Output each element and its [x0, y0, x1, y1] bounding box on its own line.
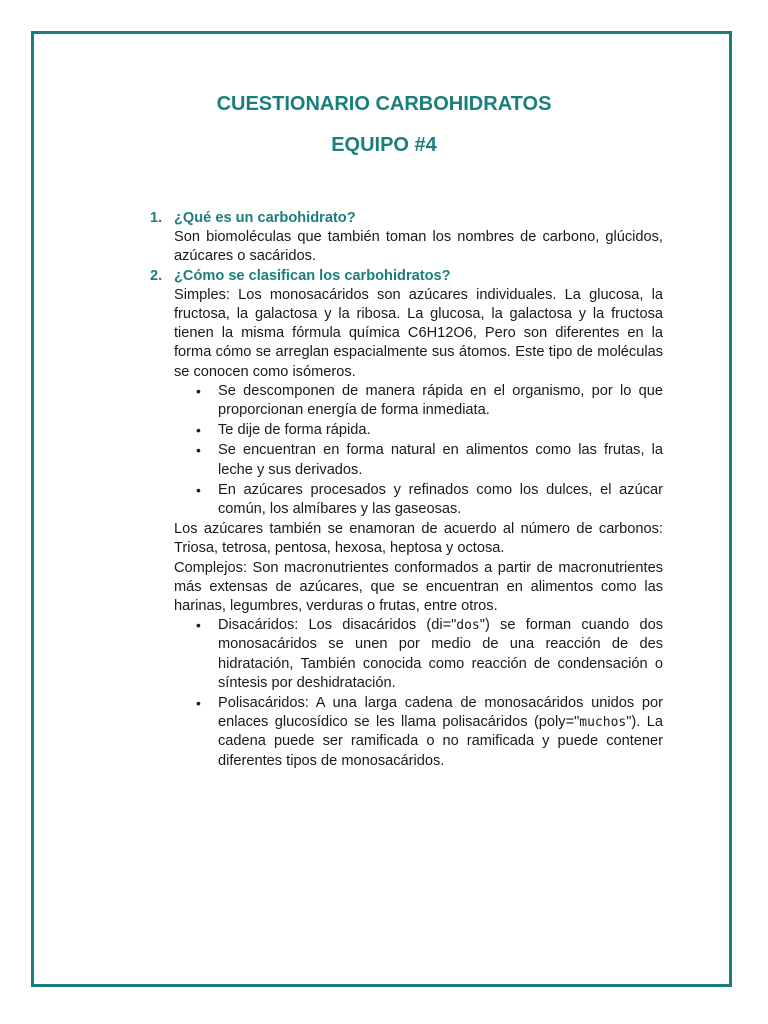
list-item	[194, 616, 663, 693]
list-item-text: En azúcares procesados y refinados como los dulces, el azúcar común, los almíbares y las gaseosas.	[218, 481, 663, 518]
list-item	[194, 481, 663, 519]
question-1	[150, 209, 663, 228]
simples-bullet-list	[194, 382, 663, 519]
bullet-icon: •	[196, 442, 201, 459]
disacaridos-term: dos	[456, 618, 480, 634]
polisacaridos-text-end: "). La cadena puede ser ramificada o no ramificada y puede contener diferentes tipos de monosacáridos.	[218, 714, 663, 769]
carbonos-paragraph: Los azúcares también se enamoran de acuerdo al número de carbonos: Triosa, tetrosa, pentosa, hexosa, heptosa y octosa.	[174, 521, 663, 557]
complejos-paragraph: Complejos: Son macronutrientes conformados a partir de macronutrientes más extensas de azúcares, que se encuentran en alimentos como las harinas, legumbres, verduras o frutas, entre otros.	[174, 559, 663, 615]
disacaridos-text-start: Disacáridos: Los disacáridos (di="	[218, 617, 457, 634]
bullet-icon: •	[196, 481, 201, 498]
list-item	[194, 421, 663, 440]
bullet-icon: •	[196, 695, 201, 712]
document-subtitle: EQUIPO #4	[331, 134, 437, 156]
question-number: 1.	[150, 210, 163, 226]
list-item	[194, 441, 663, 479]
list-item-text: Se encuentran en forma natural en alimentos como las frutas, la leche y sus derivados.	[218, 442, 663, 478]
answer-1: Son biomoléculas que también toman los nombres de carbono, glúcidos, azúcares o sacáridos.	[174, 229, 663, 265]
complejos-bullet-list	[194, 616, 663, 771]
disacaridos-text-end: ") se forman cuando dos monosacáridos se unen por medio de una reacción de des hidratación, También conocida como reacción de condensación o síntesis por deshidratación.	[218, 617, 663, 691]
question-text: ¿Qué es un carbohidrato?	[174, 210, 356, 226]
question-text: ¿Cómo se clasifican los carbohidratos?	[174, 267, 451, 284]
list-item	[194, 694, 663, 771]
list-item	[194, 382, 663, 420]
list-item-text	[218, 695, 663, 769]
list-item-text: Te dije de forma rápida.	[218, 422, 371, 439]
polisacaridos-text-start: Polisacáridos: A una larga cadena de monosacáridos unidos por enlaces glucosídico se les llama polisacáridos (poly="	[218, 695, 663, 731]
bullet-icon: •	[196, 422, 201, 439]
document-body	[150, 209, 663, 772]
list-item-text: Se descomponen de manera rápida en el organismo, por lo que proporcionan energía de forma inmediata.	[218, 382, 663, 419]
question-number: 2.	[150, 267, 163, 284]
bullet-icon: •	[196, 382, 201, 399]
bullet-icon: •	[196, 617, 201, 634]
list-item-text	[218, 617, 663, 691]
polisacaridos-term: muchos	[579, 715, 627, 731]
simples-paragraph: Simples: Los monosacáridos son azúcares individuales. La glucosa, la fructosa, la galactosa y la ribosa. La glucosa, la galactosa y la fructosa tienen la misma fórmula química C6H12O6, Pero son diferentes en la forma cómo se arreglan espacialmente sus átomos. Este tipo de moléculas se conocen como isómeros.	[174, 286, 663, 380]
document-title: CUESTIONARIO CARBOHIDRATOS	[216, 93, 552, 115]
question-2	[150, 267, 663, 286]
